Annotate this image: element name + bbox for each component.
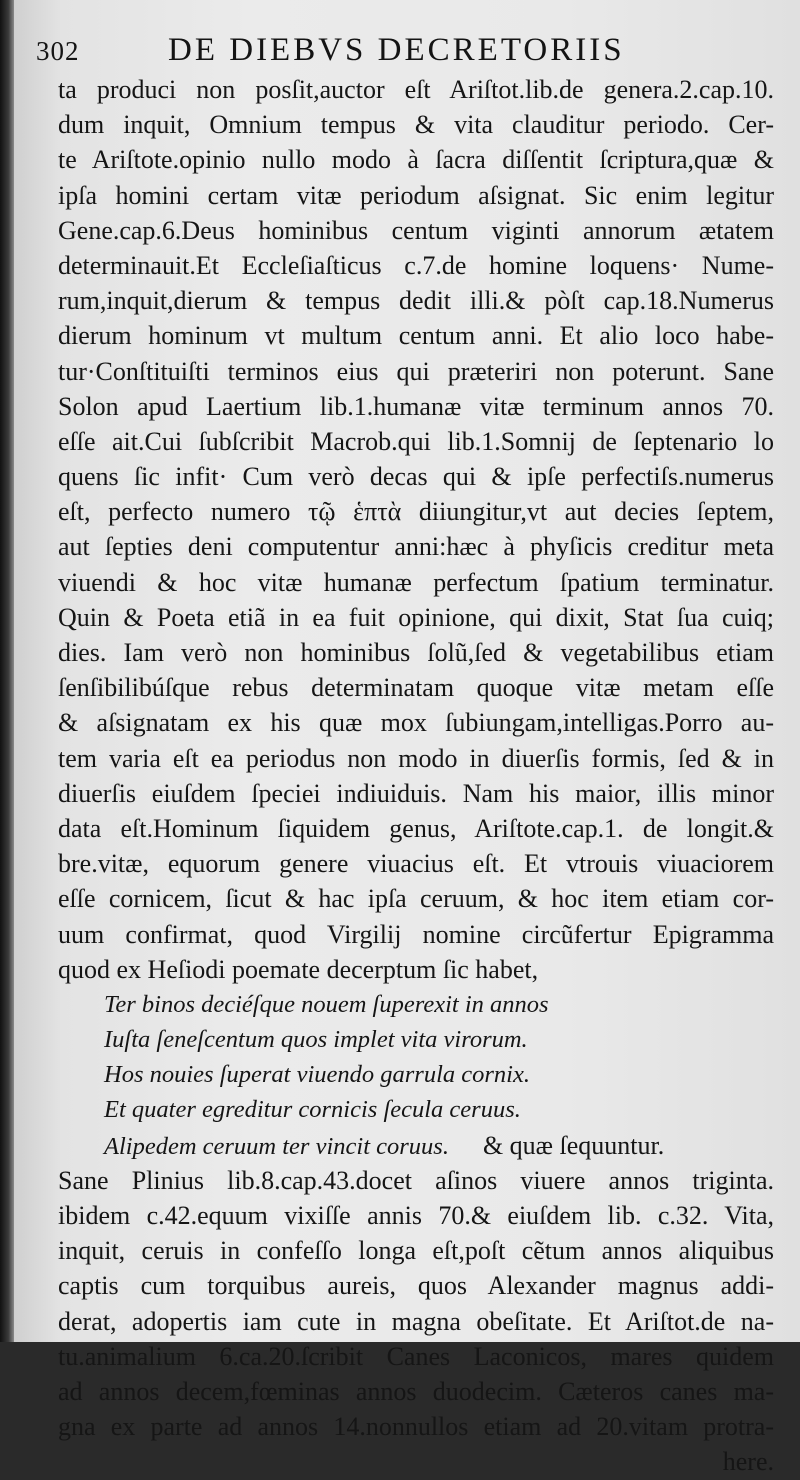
text-line: Quin & Poeta etiã in ea fuit opinione, qui dixit, Stat ſua cuiq; xyxy=(58,602,774,632)
text-line: gna ex parte ad annos 14.nonnullos etiam ad 20.vitam protra- xyxy=(58,1412,774,1442)
text-line: dierum hominum vt multum centum anni. Et alio loco habe- xyxy=(58,321,774,351)
text-line: bre.vitæ, equorum genere viuacius eſt. Et vtrouis viuaciorem xyxy=(58,849,774,879)
text-line: Gene.cap.6.Deus hominibus centum viginti annorum ætatem xyxy=(58,215,774,245)
verse-line: Ter binos deciéſque nouem ſuperexit in annos xyxy=(104,990,549,1018)
binding-gutter xyxy=(0,0,14,1342)
verse-line: Iuſta ſeneſcentum quos implet vita virorum. xyxy=(104,1026,528,1054)
text-line: diuerſis eiuſdem ſpeciei indiuiduis. Nam his maior, illis minor xyxy=(58,778,774,808)
verse-text: Alipedem ceruum ter vincit coruus. xyxy=(104,1132,449,1160)
text-line: tu.animalium 6.ca.20.ſcribit Canes Laconicos, mares quidem xyxy=(58,1341,774,1371)
text-line: ad annos decem,fœminas annos duodecim. Cæteros canes ma- xyxy=(58,1376,774,1406)
text-line: aut ſepties deni computentur anni:hæc à phyſicis creditur meta xyxy=(58,532,774,562)
text-line: uum confirmat, quod Virgilij nomine circũfertur Epigramma xyxy=(58,919,774,949)
text-line: quens ſic infit· Cum verò decas qui & ipſe perfectiſs.numerus xyxy=(58,462,774,492)
verse-tail: & quæ ſequuntur. xyxy=(482,1130,665,1160)
text-line: eſt, perfecto numero τῷ ἑπτὰ diiungitur,vt aut decies ſeptem, xyxy=(58,497,774,527)
text-line: ta produci non posſit,auctor eſt Ariſtot.lib.de genera.2.cap.10. xyxy=(58,75,774,104)
page-number: 302 xyxy=(36,36,80,66)
text-line: dies. Iam verò non hominibus ſolũ,ſed & vegetabilibus etiam xyxy=(58,638,774,667)
text-line: eſſe cornicem, ſicut & hac ipſa ceruum, & hoc item etiam cor- xyxy=(58,884,774,914)
book-page xyxy=(14,0,800,1477)
text-line: derat, adopertis iam cute in magna obeſitate. Et Ariſtot.de na- xyxy=(58,1306,774,1336)
text-line: determinauit.Et Eccleſiaſticus c.7.de homine loquens· Nume- xyxy=(58,250,774,280)
text-line: quod ex Heſiodi poemate decerptum ſic habet, xyxy=(58,954,539,984)
running-title: DE DIEBVS DECRETORIIS xyxy=(168,32,625,68)
text-line: Sane Plinius lib.8.cap.43.docet aſinos viuere annos triginta. xyxy=(58,1165,774,1195)
verse-line: Hos nouies ſuperat viuendo garrula cornix. xyxy=(104,1061,530,1089)
text-line: tur·Conſtituiſti terminos eius qui præteriri non poterunt. Sane xyxy=(58,356,774,386)
text-line: Solon apud Laertium lib.1.humanæ vitæ terminum annos 70. xyxy=(58,391,774,421)
text-line: data eſt.Hominum ſiquidem genus, Ariſtote.cap.1. de longit.& xyxy=(58,813,774,843)
page-header xyxy=(36,30,776,74)
verse-line-final xyxy=(58,1128,774,1163)
text-line: te Ariſtote.opinio nullo modo à ſacra diſſentit ſcriptura,quæ & xyxy=(58,145,774,175)
text-line: inquit, ceruis in confeſſo longa eſt,poſt cẽtum annos aliquibus xyxy=(58,1236,774,1266)
verse-line: Et quater egreditur cornicis ſecula ceruus. xyxy=(104,1096,521,1124)
text-line: eſſe ait.Cui ſubſcribit Macrob.qui lib.1.Somnij de ſeptenario lo xyxy=(58,426,774,456)
text-line: rum,inquit,dierum & tempus dedit illi.& pòſt cap.18.Numerus xyxy=(58,286,774,316)
text-line: & aſsignatam ex his quæ mox ſubiungam,intelligas.Porro au- xyxy=(58,708,774,738)
text-line: captis cum torquibus aureis, quos Alexander magnus addi- xyxy=(58,1271,774,1301)
text-line-final: here. xyxy=(722,1447,774,1477)
text-line: dum inquit, Omnium tempus & vita clauditur periodo. Cer- xyxy=(58,110,774,140)
body-text xyxy=(58,72,774,1480)
text-line: ibidem c.42.equum vixiſſe annis 70.& eiuſdem lib. c.32. Vita, xyxy=(58,1201,774,1230)
text-line: ſenſibilibúſque rebus determinatam quoque vitæ metam eſſe xyxy=(58,673,774,703)
text-line: viuendi & hoc vitæ humanæ perfectum ſpatium terminatur. xyxy=(58,567,774,597)
text-line: ipſa homini certam vitæ periodum aſsignat. Sic enim legitur xyxy=(58,180,774,210)
text-line: tem varia eſt ea periodus non modo in diuerſis formis, ſed & in xyxy=(58,743,774,773)
